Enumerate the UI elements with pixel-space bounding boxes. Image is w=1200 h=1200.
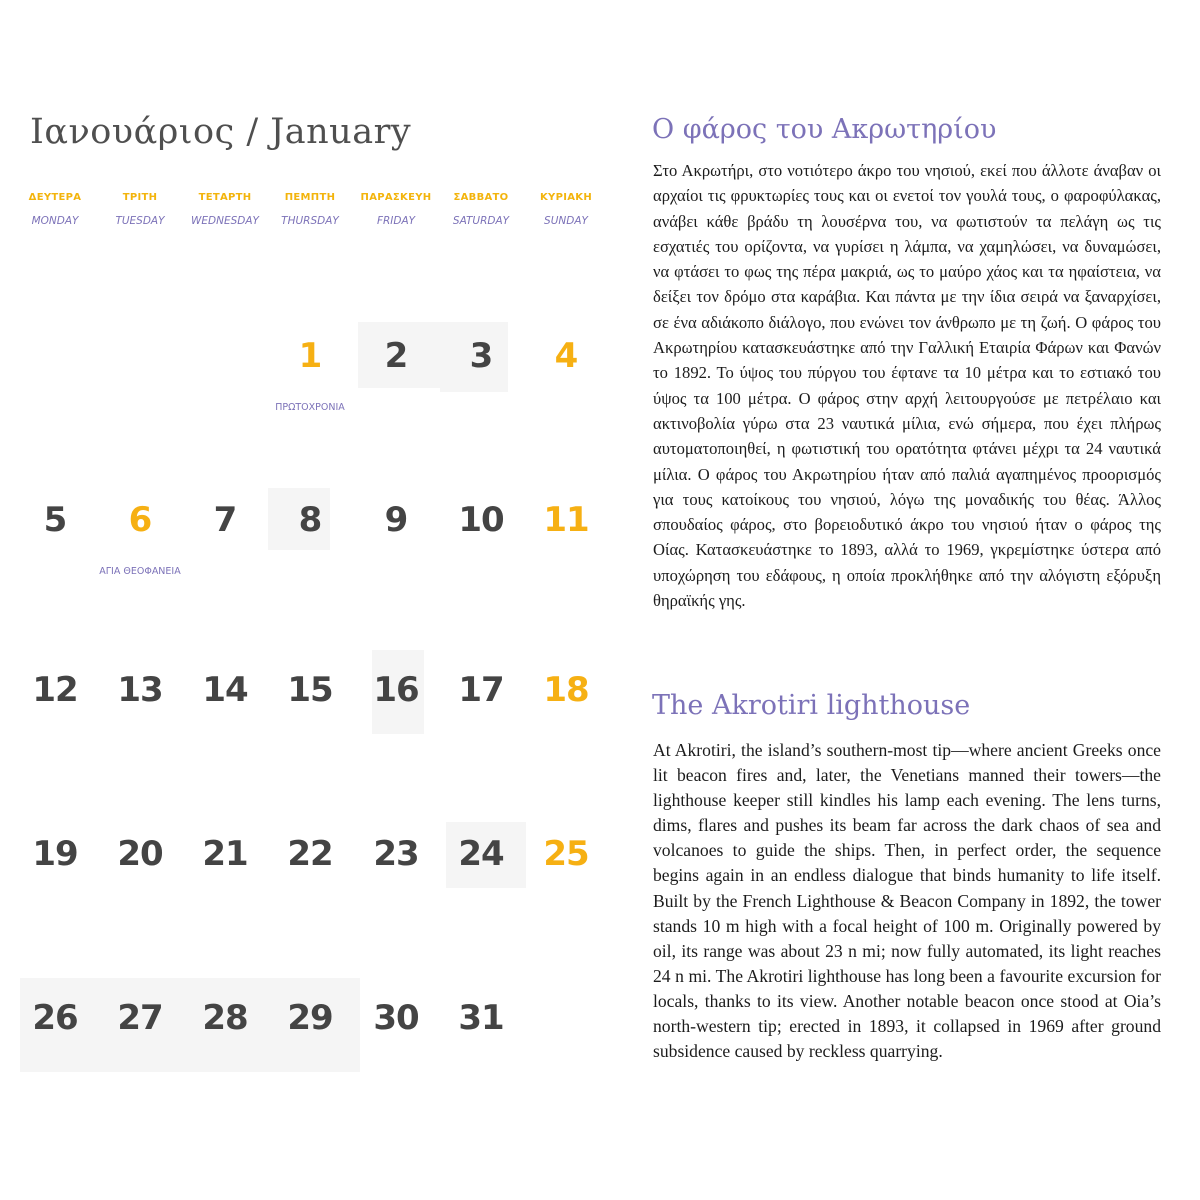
weekday-en: SATURDAY — [452, 215, 510, 227]
day-3: 3 — [469, 336, 493, 376]
weekday-saturday — [433, 192, 529, 227]
weekday-gr: ΠΑΡΑΣΚΕΥΗ — [360, 192, 432, 203]
day-6: 6 — [128, 500, 152, 540]
weekday-en: MONDAY — [31, 215, 79, 227]
day-13: 13 — [117, 670, 163, 710]
day-7: 7 — [213, 500, 237, 540]
article-body-english: At Akrotiri, the island’s southern-most tip—where ancient Greeks once lit beacon fires and, later, the Venetians manned their towers—the lighthouse keeper still kindles his lamp each evening. The lens turns, dims, flares and pushes its beam far across the dark chaos of sea and volcanoes to guide the ships. Then, in perfect order, the sequence begins again in an endless dialogue that binds humanity to life itself. Built by the French Lighthouse & Beacon Company in 1892, the tower stands 10 m high with a focal height of 100 m. Originally powered by oil, its range was about 23 n mi; now fully automated, its light reaches 24 n mi. The Akrotiri lighthouse has long been a favourite excursion for locals, thanks to its view. Another notable beacon once stood at Oia’s north-western tip; erected in 1893, it collapsed in 1969 after ground subsidence caused by reckless quarrying. — [653, 740, 1161, 1062]
weekday-wednesday — [177, 192, 273, 227]
article-title-english: The Akrotiri lighthouse — [652, 690, 971, 721]
day-31: 31 — [458, 998, 504, 1038]
weekday-friday — [348, 192, 444, 227]
day-25: 25 — [543, 834, 589, 874]
day-17: 17 — [458, 670, 504, 710]
weekday-tuesday — [92, 192, 188, 227]
holiday-label: ΑΓΙΑ ΘΕΟΦΑΝΕΙΑ — [99, 566, 181, 577]
day-27: 27 — [117, 998, 163, 1038]
day-9: 9 — [384, 500, 408, 540]
weekday-en: THURSDAY — [281, 215, 339, 227]
day-8: 8 — [298, 500, 322, 540]
day-11: 11 — [543, 500, 589, 540]
day-28: 28 — [202, 998, 248, 1038]
weekday-en: FRIDAY — [376, 215, 416, 227]
weekday-gr: ΔΕΥΤΕΡΑ — [28, 192, 82, 203]
day-2: 2 — [384, 336, 408, 376]
day-26: 26 — [32, 998, 78, 1038]
day-4: 4 — [554, 336, 578, 376]
day-23: 23 — [373, 834, 419, 874]
day-1: 1 — [298, 336, 322, 376]
weekday-gr: ΠΕΜΠΤΗ — [284, 192, 336, 203]
article-title-greek: Ο φάρος του Ακρωτηρίου — [652, 114, 997, 145]
day-30: 30 — [373, 998, 419, 1038]
holiday-label: ΠΡΩΤΟΧΡΟΝΙΑ — [275, 402, 345, 413]
day-15: 15 — [287, 670, 333, 710]
weekday-gr: ΤΡΙΤΗ — [122, 192, 158, 203]
weekday-sunday — [518, 192, 614, 227]
day-18: 18 — [543, 670, 589, 710]
day-22: 22 — [287, 834, 333, 874]
weekday-gr: ΤΕΤΑΡΤΗ — [198, 192, 252, 203]
day-16: 16 — [373, 670, 419, 710]
weekday-thursday — [262, 192, 358, 227]
day-12: 12 — [32, 670, 78, 710]
day-14: 14 — [202, 670, 248, 710]
day-5: 5 — [43, 500, 67, 540]
weekday-gr: ΚΥΡΙΑΚΗ — [540, 192, 592, 203]
article-body-greek: Στο Ακρωτήρι, στο νοτιότερο άκρο του νησιού, εκεί που άλλοτε άναβαν οι αρχαίοι τις φρυκτωρίες τους και οι ενετοί τον γουλά τους, ο φαροφύλακας, ανάβει κάθε βράδυ τη λουσέρνα του, να φωτιστούν τα πελάγη ως τις εσχατιές του ορίζοντα, να γυρίσει η λάμπα, να χαμηλώσει, να δυναμώσει, να φτάσει το φως της πέρα μακριά, ως το μαύρο χάος και τα ηφαίστεια, να δείξει τον δρόμο στα καράβια. Και πάντα με την ίδια σειρά να ξαναρχίσει, σε ένα αδιάκοπο διάλογο, που ενώνει τον άνθρωπο με τη ζωή. Ο φάρος του Ακρωτηρίου κατασκευάστηκε από την Γαλλική Εταιρία Φάρων και Φανών το 1892. Το ύψος του πύργου του έφτανε τα 10 μέτρα και το εστιακό του ύψος τα 100 μέτρα. Ο φάρος στην αρχή λειτουργούσε με πετρέλαιο και ακτινοβολία γύρω στα 23 ναυτικά μίλια, ενώ σήμερα, που έχει πλήρως αυτοματοποιηθεί, η φωτιστική του ορατότητα φτάνει μέχρι τα 24 ναυτικά μίλια. Ο φάρος του Ακρωτηρίου ήταν από παλιά αγαπημένος προορισμός για τους κατοίκους του νησιού, λόγω της μοναδικής του θέας. Άλλος σπουδαίος φάρος, στο βορειοδυτικό άκρο του νησιού ήταν ο φάρος της Οίας. Κατασκευάστηκε το 1893, αλλά το 1969, γκρεμίστηκε ύστερα από υποχώρηση του εδάφους, η οποία προκλήθηκε από την αλόγιστη εξόρυξη θηραϊκής γης. — [653, 161, 1161, 611]
day-24: 24 — [458, 834, 504, 874]
day-29: 29 — [287, 998, 333, 1038]
day-20: 20 — [117, 834, 163, 874]
weekday-monday — [7, 192, 103, 227]
month-title: Ιανουάριος / January — [30, 112, 412, 152]
weekday-gr: ΣΑΒΒΑΤΟ — [453, 192, 509, 203]
day-10: 10 — [458, 500, 504, 540]
weekday-en: WEDNESDAY — [191, 215, 259, 227]
weekday-en: TUESDAY — [115, 215, 165, 227]
day-21: 21 — [202, 834, 248, 874]
day-19: 19 — [32, 834, 78, 874]
weekday-en: SUNDAY — [544, 215, 588, 227]
